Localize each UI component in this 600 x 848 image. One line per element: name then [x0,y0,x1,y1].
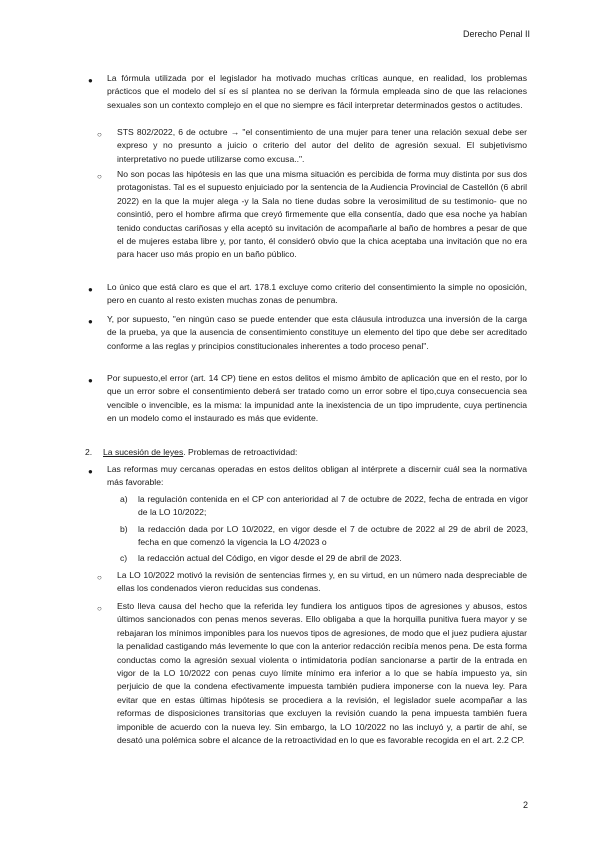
bullet-dot-icon: ● [88,467,93,476]
bullet-dot-icon: ● [88,76,93,85]
bullet-circle-icon: ○ [97,130,102,139]
paragraph-sts-802-2022: STS 802/2022, 6 de octubre → "el consentimiento de una mujer para tener una relación sexual debe ser expreso y no presunto a juicio o criterio del autor del delito de agresión sexual. El subjetivismo interpretativo no puede utilizarse como excusa..". [117,127,527,164]
paragraph-error-art-14: Por supuesto,el error (art. 14 CP) tiene en estos delitos el mismo ámbito de aplicación que en el resto, por lo que un error sobre el consentimiento deberá ser tratado como un error sobre el tipo,cuya consecuencia sea vencible o invencible, es la misma: la impunidad ante la inexistencia de un tipo imprudente, cuya pertinencia en un modelo como el instaurado es más que evidente. [107,373,527,424]
section-heading-title: La sucesión de leyes [103,447,184,457]
bullet-dot-icon: ● [88,317,93,326]
paragraph-hipotesis-castellon: No son pocas las hipótesis en las que una misma situación es percibida de forma muy distinta por sus dos protagonistas. Tal es el supuesto enjuiciado por la sentencia de la Audiencia Provincial de Castellón (6 abril 2022) en la que la mujer alega -y la Sala no tiene dudas sobre la verosimilitud de su testimonio- que no consintió, pero el hombre afirma que creyó firmemente que ella consentía, dado que esa noche ya habían tenido conductas cariñosas y ella aceptó su invitación de acompañarle al baño de hombres a pesar de que el de mujeres estaba libre y, por tanto, él consideró obvio que la chica aceptaba una invitación que no era para hacer uso más propio en un baño público. [117,169,527,260]
section-heading [103,446,523,459]
bullet-circle-icon: ○ [97,172,102,181]
paragraph-art-178-1: Lo único que está claro es que el art. 178.1 excluye como criterio del consentimiento la simple no oposición, pero en cuanto al resto existen muchas zonas de penumbra. [107,282,527,306]
section-heading-rest: . Problemas de retroactividad: [183,447,298,457]
list-item-a: la regulación contenida en el CP con anterioridad al 7 de octubre de 2022, fecha de entrada en vigor de la LO 10/2022; [138,494,528,518]
bullet-dot-icon: ● [88,376,93,385]
list-label-b: b) [120,524,128,534]
bullet-dot-icon: ● [88,285,93,294]
document-header: Derecho Penal II [462,29,530,39]
paragraph-reformas-cercanas: Las reformas muy cercanas operadas en estos delitos obligan al intérprete a discernir cuál sea la normativa más favorable: [107,464,527,488]
paragraph-formula-critica: La fórmula utilizada por el legislador ha motivado muchas críticas aunque, en realidad, los problemas prácticos que el modelo del sí es sí plantea no se derivan la fórmula empleada sino de que las relaciones sexuales son un contexto complejo en el que no siempre es fácil interpretar determinados gestos o actitudes. [107,73,527,110]
paragraph-revision-sentencias: La LO 10/2022 motivó la revisión de sentencias firmes y, en su virtud, en un número nada despreciable de ellas los condenados vieron reducidas sus condenas. [117,570,527,594]
list-item-c: la redacción actual del Código, en vigor desde el 29 de abril de 2023. [138,553,402,563]
paragraph-carga-prueba: Y, por supuesto, "en ningún caso se puede entender que esta cláusula introduzca una inversión de la carga de la prueba, ya que la ausencia de consentimiento constituye un elemento del tipo que debe ser acreditado conforme a las reglas y principios constitucionales inherentes a todo proceso penal". [107,314,527,351]
section-number: 2. [85,447,93,457]
paragraph-causa-reforma: Esto lleva causa del hecho que la referida ley fundiera los antiguos tipos de agresiones y abusos, estos últimos sancionados con penas menos severas. Ello obligaba a que la horquilla punitiva fuera mayor y se rebajaran los mínimos imponibles para los nuevos tipos de agresiones, de modo que el juez pudiera ajustar la penalidad castigando más levemente lo que con la anterior redacción recibía menos pena. De esta forma conductas como la agresión sexual violenta o intimidatoria podían sancionarse a partir de la entrada en vigor de la LO 10/2022 con penas cuyo límite mínimo era inferior a lo que se había impuesto ya, sin perjuicio de que la condena efectivamente impuesta también pudiera imponerse con la nueva ley. Para evitar que en estas últimas hipótesis se procediera a la revisión, el legislador suele acompañar a las reformas de disposiciones transitorias que excluyen la revisión cuando la pena impuesta también fuera imponible de acuerdo con la nueva ley. Sin embargo, la LO 10/2022 no las incluyó y, a partir de ahí, se desató una polémica sobre el alcance de la retroactividad en lo que es favorable recogida en el art. 2.2 CP. [117,601,527,746]
bullet-circle-icon: ○ [97,573,102,582]
list-item-b: la redacción dada por LO 10/2022, en vigor desde el 7 de octubre de 2022 al 29 de abril de 2023, fecha en que comenzó la vigencia la LO 4/2023 o [138,524,528,548]
page-number: 2 [522,800,528,810]
list-label-a: a) [120,494,128,504]
bullet-circle-icon: ○ [97,604,102,613]
list-label-c: c) [120,553,128,563]
